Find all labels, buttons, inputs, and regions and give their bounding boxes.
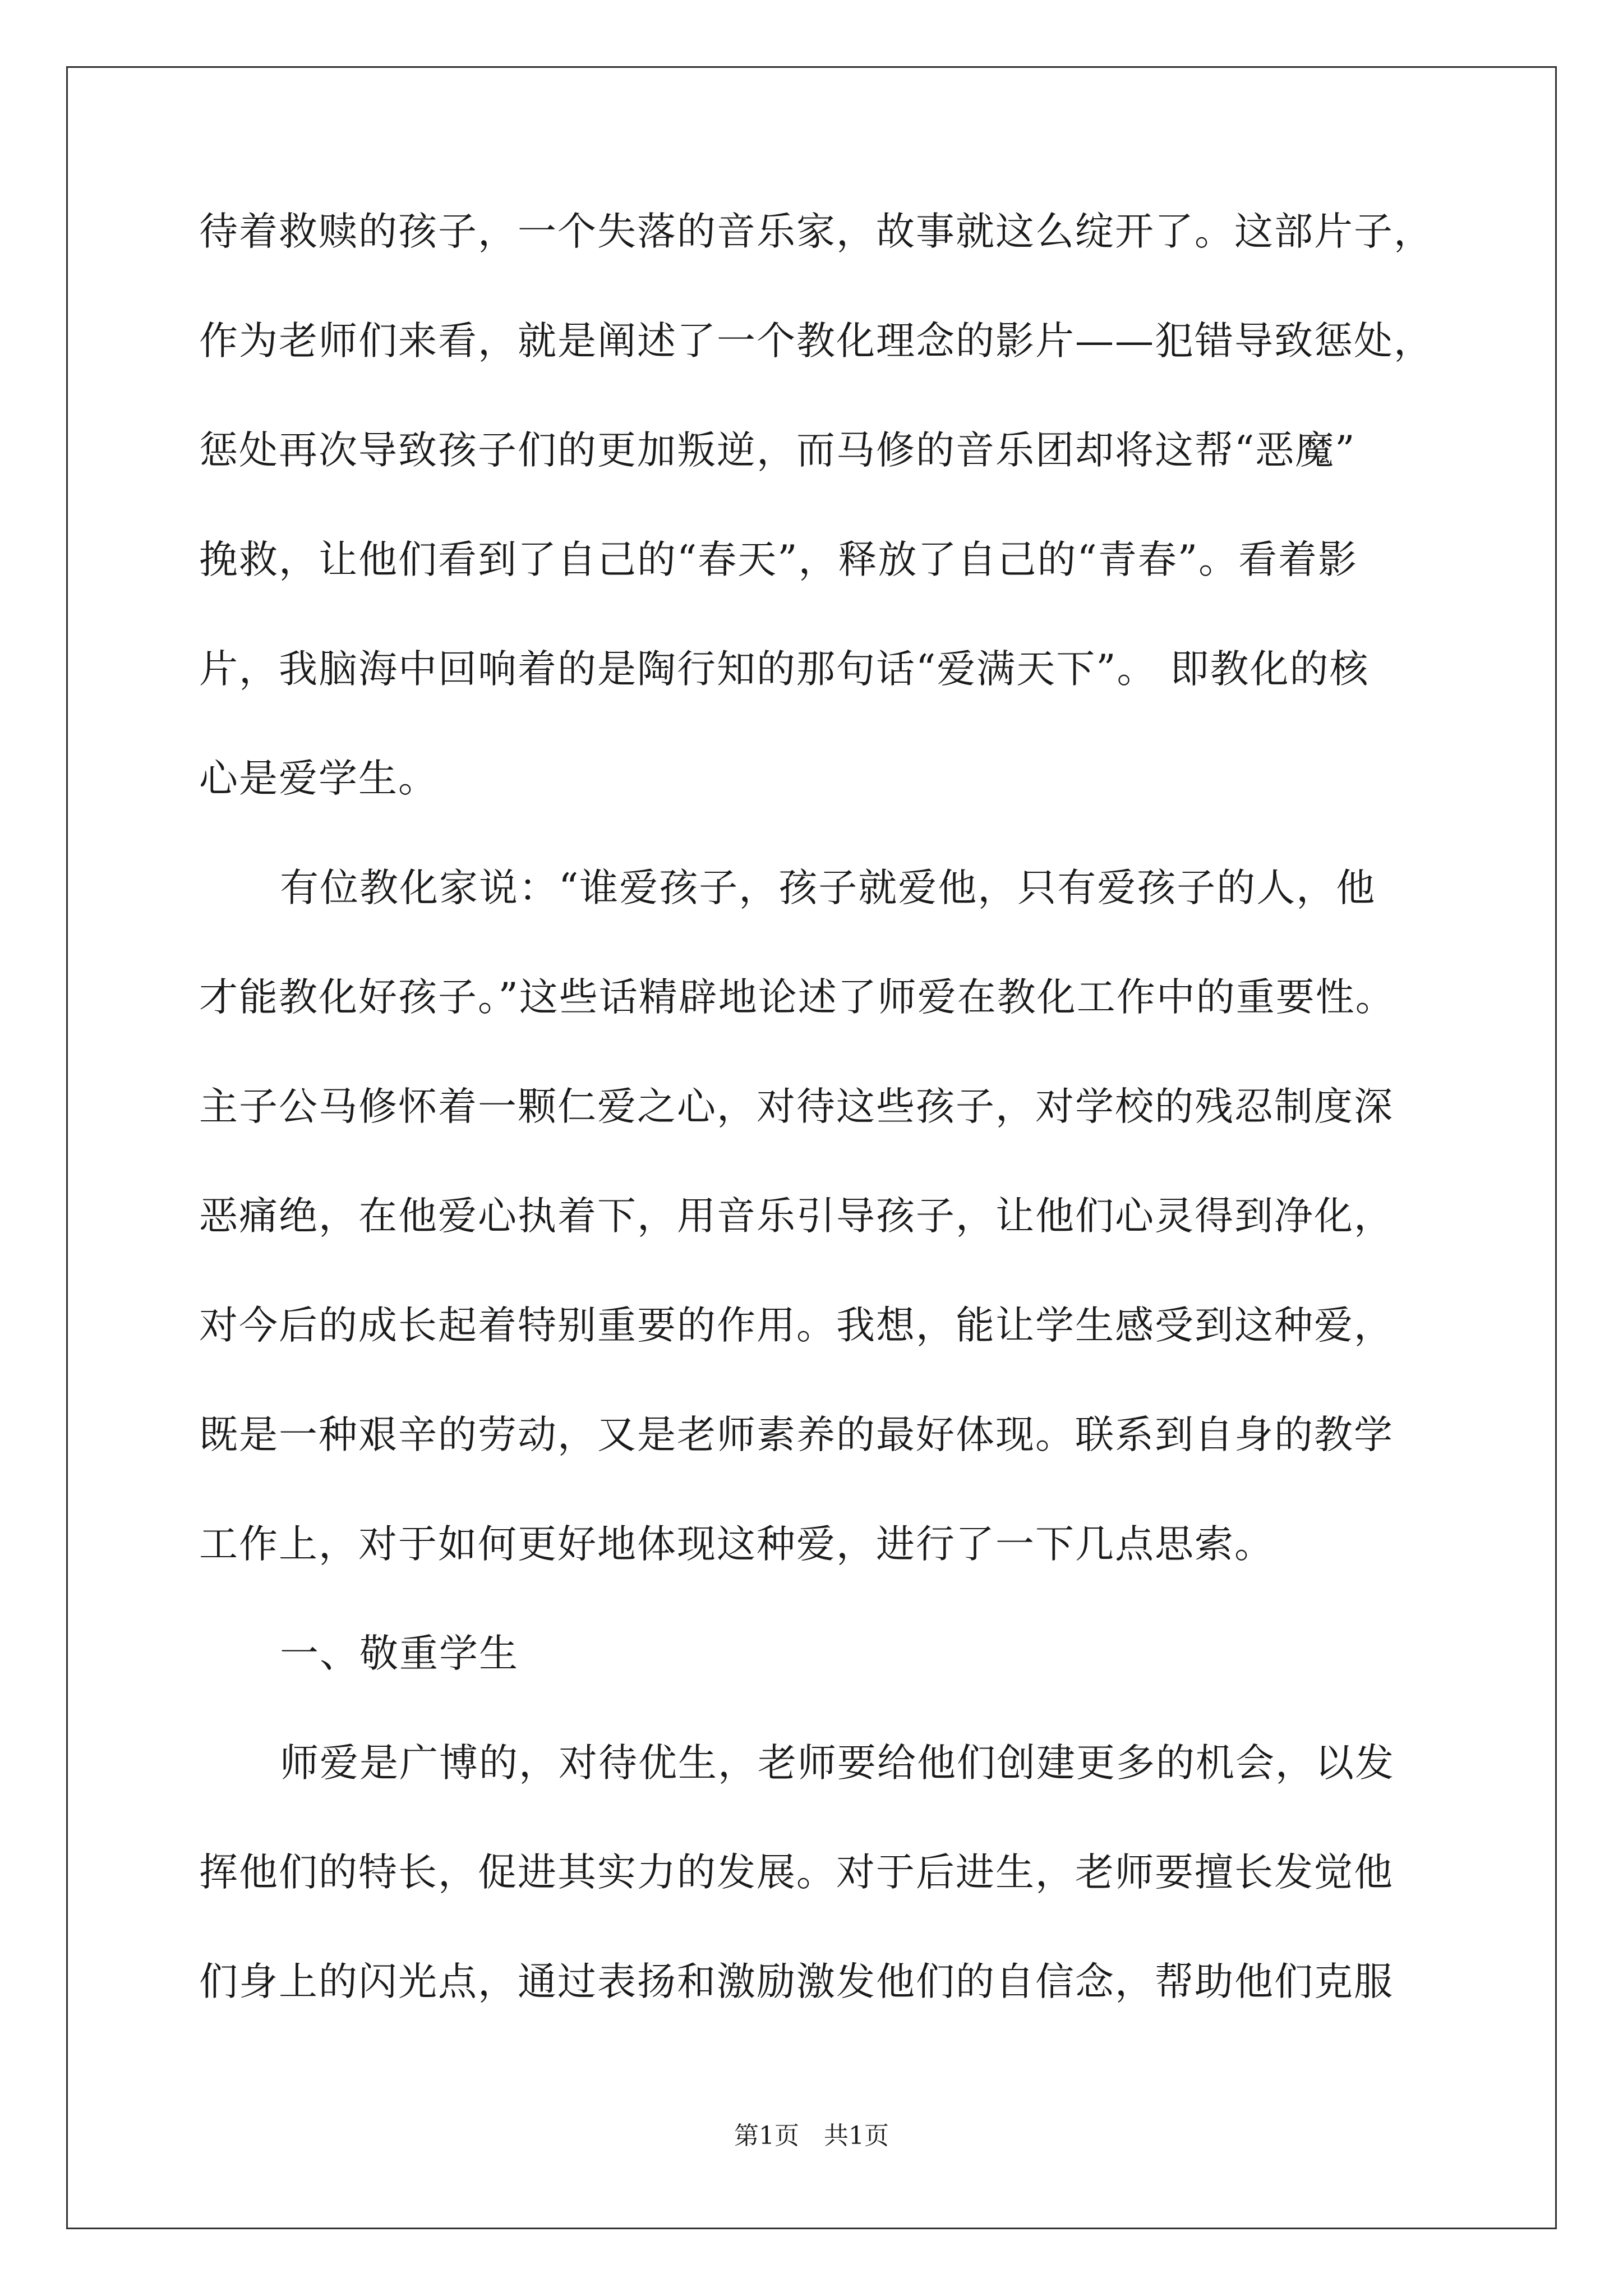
page-number: 第1页 共1页 [734,2122,889,2150]
text-line: 才能教化好孩子。”这些话精辟地论述了师爱在教化工作中的重要性。 [199,975,1395,1020]
text-line: 惩处再次导致孩子们的更加叛逆，而马修的音乐团却将这帮“恶魔” [199,428,1356,473]
text-line: 对今后的成长起着特别重要的作用。我想，能让学生感受到这种爱， [199,1303,1394,1348]
page-footer [0,2119,1623,2153]
text-line: 心是爱学生。 [199,756,438,801]
text-line: 挥他们的特长，促进其实力的发展。对于后进生，老师要擅长发觉他 [199,1850,1394,1895]
text-line: 待着救赎的孩子，一个失落的音乐家，故事就这么绽开了。这部片子， [199,209,1433,254]
text-line: 一、敬重学生 [280,1631,519,1676]
text-line: 恶痛绝，在他爱心执着下，用音乐引导孩子，让他们心灵得到净化， [199,1194,1394,1239]
document-body [199,206,1450,2066]
text-line: 挽救，让他们看到了自己的“春天”，释放了自己的“青春”。看着影 [199,537,1358,582]
text-line: 有位教化家说：“谁爱孩子，孩子就爱他，只有爱孩子的人，他 [280,866,1376,910]
text-line: 片，我脑海中回响着的是陶行知的那句话“爱满天下”。 即教化的核 [199,647,1370,692]
text-line: 工作上，对于如何更好地体现这种爱，进行了一下几点思索。 [199,1522,1274,1567]
text-line: 们身上的闪光点，通过表扬和激励激发他们的自信念，帮助他们克服 [199,1959,1394,2004]
text-line: 既是一种艰辛的劳动，又是老师素养的最好体现。联系到自身的教学 [199,1412,1394,1457]
text-line: 主子公马修怀着一颗仁爱之心，对待这些孩子，对学校的残忍制度深 [199,1084,1394,1129]
text-line: 作为老师们来看，就是阐述了一个教化理念的影片——犯错导致惩处， [199,319,1433,364]
text-line: 师爱是广博的，对待优生，老师要给他们创建更多的机会，以发 [280,1741,1395,1786]
